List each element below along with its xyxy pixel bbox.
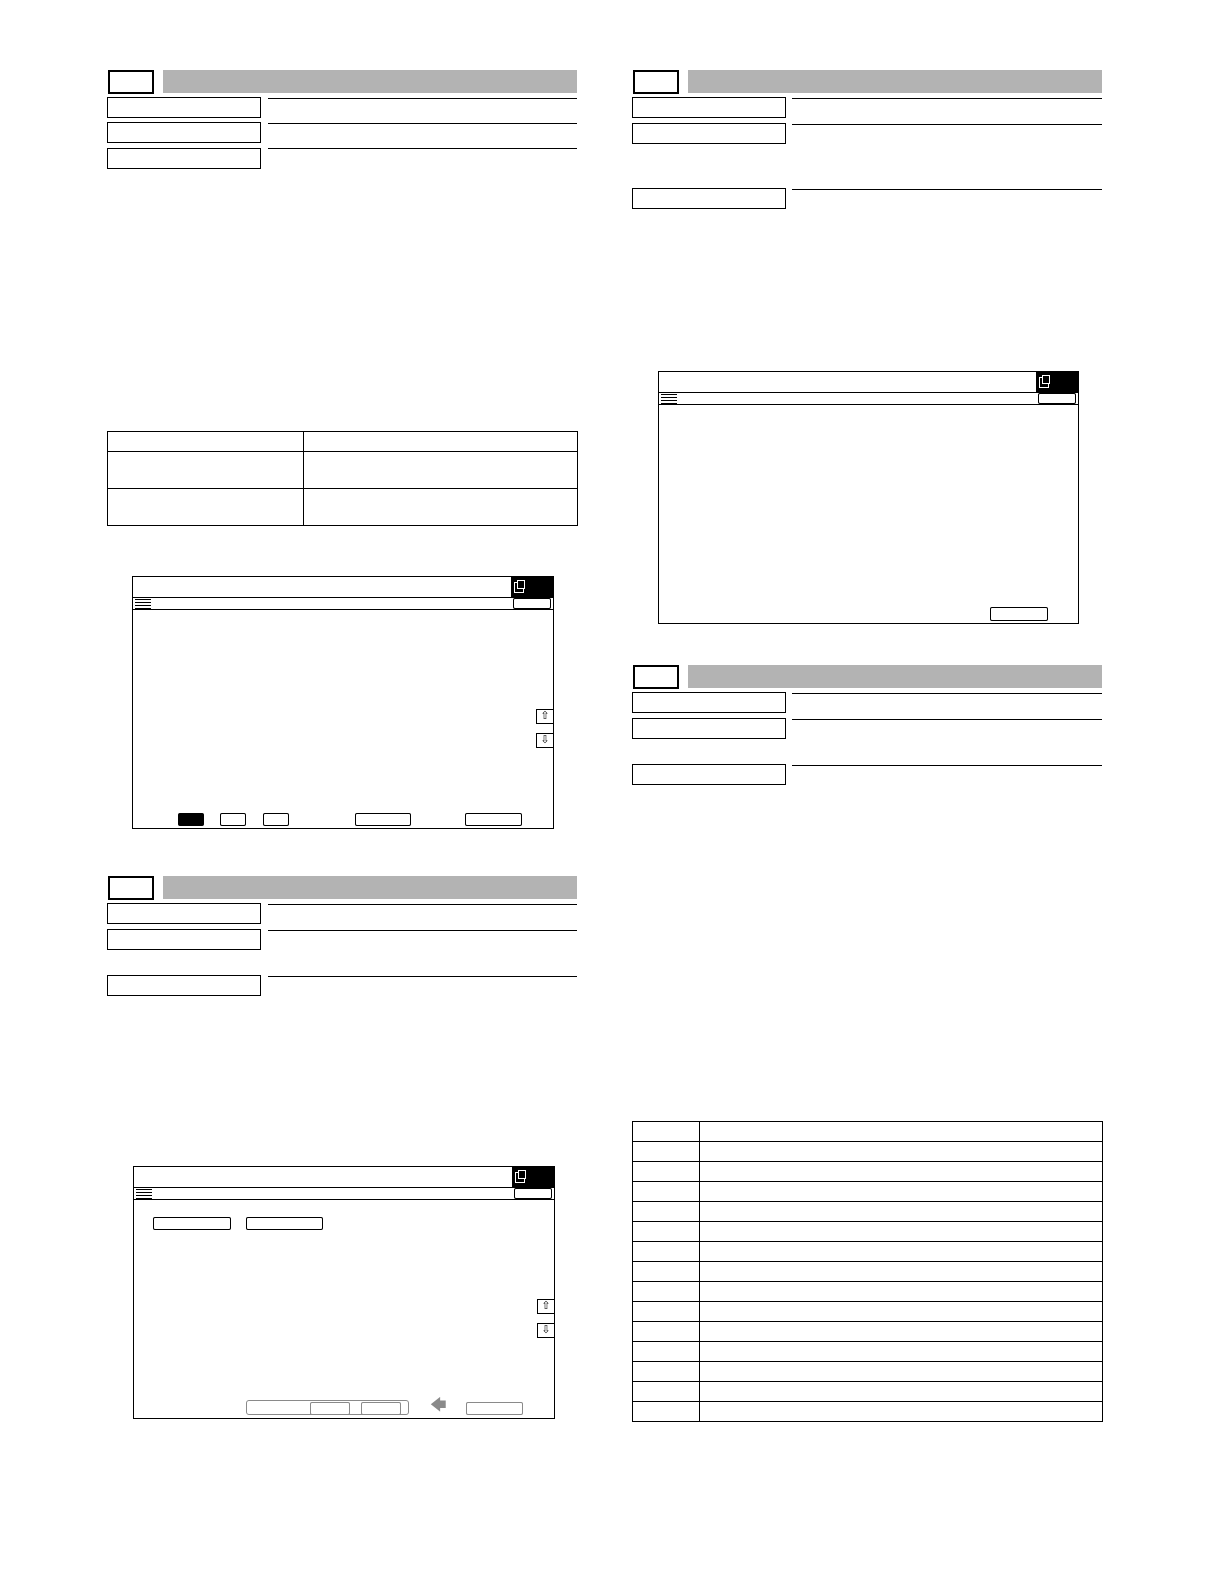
right-table-cell — [700, 1282, 1103, 1302]
section-2-rule-3 — [268, 976, 577, 977]
table-row — [633, 1322, 1103, 1342]
section-2-label-1 — [107, 903, 261, 924]
right-table-cell — [700, 1242, 1103, 1262]
screen-2-copy-tab[interactable] — [512, 1167, 554, 1187]
right-table-cell — [633, 1202, 700, 1222]
left-arrow-icon: 🡄 — [430, 1397, 447, 1414]
section-4-label-3 — [632, 764, 786, 785]
section-4-rule-2 — [792, 719, 1102, 720]
right-table-cell — [700, 1342, 1103, 1362]
screen-1 — [132, 576, 554, 829]
right-table-cell — [633, 1142, 700, 1162]
section-3-rule-3 — [792, 189, 1102, 190]
section-1-label-1 — [107, 97, 261, 118]
right-table-cell — [633, 1402, 700, 1422]
section-3-header-bar — [688, 70, 1102, 93]
section-2-code — [108, 876, 154, 900]
screen-1-action-button[interactable] — [355, 813, 411, 826]
table-row — [633, 1302, 1103, 1322]
right-table-cell — [700, 1142, 1103, 1162]
up-arrow-icon[interactable]: ⇧ — [536, 709, 554, 724]
section-2-rule-1 — [268, 904, 577, 905]
section-4-header-bar — [688, 665, 1102, 688]
section-1-code — [108, 70, 154, 94]
screen-1-titlebar — [133, 577, 553, 598]
screen-1-option-1-button[interactable] — [178, 813, 204, 826]
menu-lines-icon[interactable] — [136, 1188, 152, 1199]
section-3-label-1 — [632, 97, 786, 118]
table-row — [633, 1222, 1103, 1242]
table-row — [633, 1162, 1103, 1182]
screen-2-plus-button[interactable] — [361, 1402, 401, 1415]
right-table-cell — [633, 1342, 700, 1362]
section-1-header-bar — [163, 70, 577, 93]
section-4-code — [633, 665, 679, 689]
screen-2-select-button-1[interactable] — [153, 1217, 231, 1230]
right-table-cell — [700, 1402, 1103, 1422]
section-2-rule-2 — [268, 930, 577, 931]
right-table-cell — [633, 1302, 700, 1322]
right-table-cell — [700, 1302, 1103, 1322]
screen-1-copy-tab[interactable] — [511, 577, 553, 597]
screen-2 — [133, 1166, 555, 1419]
right-table-cell — [633, 1322, 700, 1342]
section-1-label-2 — [107, 122, 261, 143]
right-table-cell — [633, 1282, 700, 1302]
menu-lines-icon[interactable] — [661, 393, 677, 404]
screen-3-subbar — [659, 392, 1078, 405]
copy-mode-icon — [1039, 377, 1049, 388]
right-table — [632, 1121, 1103, 1422]
right-table-cell — [700, 1182, 1103, 1202]
right-table-cell — [700, 1322, 1103, 1342]
left-table-cell — [304, 489, 578, 526]
table-row — [633, 1242, 1103, 1262]
menu-lines-icon[interactable] — [135, 598, 151, 609]
left-table-header-2 — [304, 432, 578, 452]
section-1-rule-3 — [268, 148, 577, 149]
up-arrow-icon[interactable]: ⇧ — [537, 1299, 555, 1314]
right-table-cell — [633, 1262, 700, 1282]
screen-2-ok-button[interactable] — [514, 1188, 552, 1199]
left-table-cell — [108, 489, 304, 526]
right-table-cell — [633, 1162, 700, 1182]
right-table-cell — [633, 1222, 700, 1242]
left-table-cell — [304, 452, 578, 489]
right-table-cell — [700, 1262, 1103, 1282]
left-table-header-1 — [108, 432, 304, 452]
table-row — [633, 1342, 1103, 1362]
table-row — [633, 1402, 1103, 1422]
screen-2-exit-button[interactable] — [466, 1402, 523, 1415]
screen-2-subbar — [134, 1187, 554, 1200]
screen-3-execute-button[interactable] — [990, 607, 1048, 621]
table-row — [633, 1362, 1103, 1382]
left-table — [107, 431, 578, 526]
screen-1-option-3-button[interactable] — [263, 813, 289, 826]
table-row — [633, 1382, 1103, 1402]
section-2-label-2 — [107, 929, 261, 950]
section-3-rule-1 — [792, 98, 1102, 99]
right-table-header-1 — [633, 1122, 700, 1142]
section-1-label-3 — [107, 148, 261, 169]
section-3-code — [633, 70, 679, 94]
right-table-cell — [700, 1362, 1103, 1382]
table-row — [633, 1262, 1103, 1282]
section-4-label-1 — [632, 692, 786, 713]
copy-mode-icon — [514, 582, 524, 593]
screen-3 — [658, 371, 1079, 624]
right-table-cell — [700, 1222, 1103, 1242]
right-table-cell — [700, 1382, 1103, 1402]
screen-1-exit-button[interactable] — [465, 813, 522, 826]
table-row — [633, 1202, 1103, 1222]
right-table-header-2 — [700, 1122, 1103, 1142]
section-4-label-2 — [632, 718, 786, 739]
section-2-header-bar — [163, 876, 577, 899]
table-row — [633, 1282, 1103, 1302]
section-2-label-3 — [107, 975, 261, 996]
table-row — [633, 1142, 1103, 1162]
table-row — [633, 1182, 1103, 1202]
down-arrow-icon[interactable]: ⇩ — [536, 733, 554, 748]
section-3-rule-2 — [792, 124, 1102, 125]
section-4-rule-1 — [792, 693, 1102, 694]
screen-1-ok-button[interactable] — [513, 598, 551, 609]
screen-1-option-2-button[interactable] — [220, 813, 246, 826]
section-4-rule-3 — [792, 765, 1102, 766]
right-table-cell — [633, 1242, 700, 1262]
right-table-cell — [700, 1202, 1103, 1222]
copy-mode-icon — [515, 1172, 525, 1183]
right-table-cell — [633, 1182, 700, 1202]
right-table-cell — [633, 1362, 700, 1382]
section-3-label-3 — [632, 188, 786, 209]
screen-2-titlebar — [134, 1167, 554, 1188]
screen-3-titlebar — [659, 372, 1078, 393]
down-arrow-icon[interactable]: ⇩ — [537, 1323, 555, 1338]
right-table-cell — [700, 1162, 1103, 1182]
left-table-cell — [108, 452, 304, 489]
screen-1-subbar — [133, 597, 553, 610]
screen-3-ok-button[interactable] — [1038, 393, 1076, 404]
screen-3-copy-tab[interactable] — [1036, 372, 1078, 392]
section-1-rule-1 — [268, 98, 577, 99]
section-3-label-2 — [632, 123, 786, 144]
screen-2-minus-button[interactable] — [310, 1402, 350, 1415]
section-1-rule-2 — [268, 123, 577, 124]
right-table-cell — [633, 1382, 700, 1402]
screen-2-select-button-2[interactable] — [246, 1217, 323, 1230]
